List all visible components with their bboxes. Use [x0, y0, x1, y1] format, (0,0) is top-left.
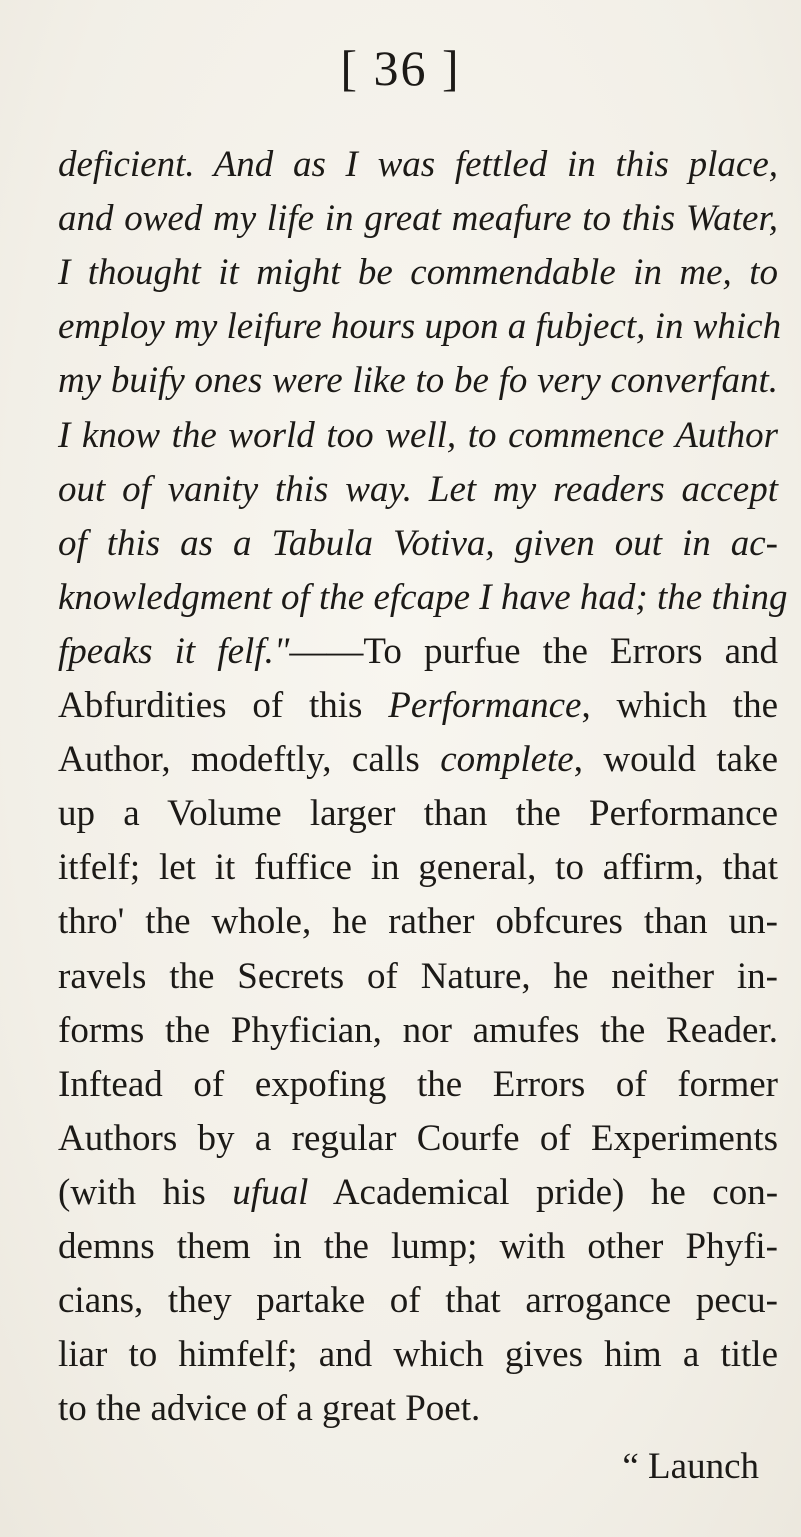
text-line [58, 735, 778, 785]
page-number: [ 36 ] [340, 40, 461, 96]
roman-text: itfelf; let it fuffice in general, to affirm, that [58, 847, 778, 889]
text-line [58, 1330, 778, 1380]
italic-text: deficient. And as I was fettled in this place, [58, 144, 778, 185]
text-line [58, 1384, 778, 1434]
text-line [58, 897, 778, 947]
roman-text: Abfurdities of this [58, 685, 389, 726]
italic-text: of this as a Tabula Votiva, given out in ac- [58, 522, 778, 564]
italic-text: I know the world too well, to commence Author [58, 414, 778, 456]
text-line [58, 1168, 778, 1218]
roman-text: thro' the whole, he rather obfcures than un- [58, 901, 778, 943]
roman-text: Authors by a regular Courfe of Experiments [58, 1117, 778, 1159]
text-line [58, 1114, 778, 1164]
italic-text: employ my leifure hours upon a fubject, in which [58, 306, 782, 348]
text-line [58, 843, 778, 893]
text-line [58, 411, 778, 461]
text-line [58, 627, 778, 677]
text-line [58, 465, 778, 515]
text-line [58, 1276, 778, 1326]
text-line [58, 194, 778, 244]
roman-text: ravels the Secrets of Nature, he neither in- [58, 955, 778, 997]
text-line [58, 519, 778, 569]
text-line [58, 1006, 778, 1056]
text-line [58, 248, 778, 298]
italic-text: I thought it might be commendable in me, to [58, 252, 778, 294]
text-line [58, 573, 788, 623]
text-line [58, 1060, 778, 1110]
italic-text: out of vanity this way. Let my readers accept [58, 468, 778, 510]
text-line [58, 952, 778, 1002]
roman-text: demns them in the lump; with other Phyfi- [58, 1226, 778, 1267]
roman-text: Author, modeftly, calls [58, 739, 441, 781]
text-line [58, 140, 778, 190]
roman-text: , would take [573, 739, 779, 781]
catchword: “ Launch [622, 1446, 759, 1487]
italic-text: ufual [232, 1171, 309, 1213]
italic-text: Performance [388, 685, 582, 726]
italic-text: complete [440, 739, 574, 781]
roman-text: (with his [58, 1171, 233, 1213]
text-line [58, 302, 782, 352]
text-line [58, 1222, 778, 1272]
roman-text: to the advice of a great Poet. [58, 1388, 481, 1430]
roman-text: liar to himfelf; and which gives him a title [58, 1334, 778, 1376]
roman-text: up a Volume larger than the Performance [58, 793, 778, 835]
italic-text: my buify ones were like to be fo very converfant. [58, 360, 778, 402]
italic-text: and owed my life in great meafure to this Water, [58, 198, 778, 240]
text-line [58, 789, 778, 839]
text-line [58, 356, 778, 406]
roman-text: ——To purfue the Errors and [289, 630, 779, 672]
roman-text: forms the Phyfician, nor amufes the Reader. [58, 1009, 778, 1051]
roman-text: Inftead of expofing the Errors of former [58, 1063, 778, 1105]
italic-text: knowledgment of the efcape I have had; the thing [58, 576, 788, 618]
roman-text: , which the [581, 685, 778, 726]
italic-text: fpeaks it felf." [58, 630, 290, 672]
roman-text: Academical pride) he con- [308, 1171, 779, 1213]
text-line [58, 681, 778, 731]
roman-text: cians, they partake of that arrogance pecu- [58, 1280, 778, 1322]
